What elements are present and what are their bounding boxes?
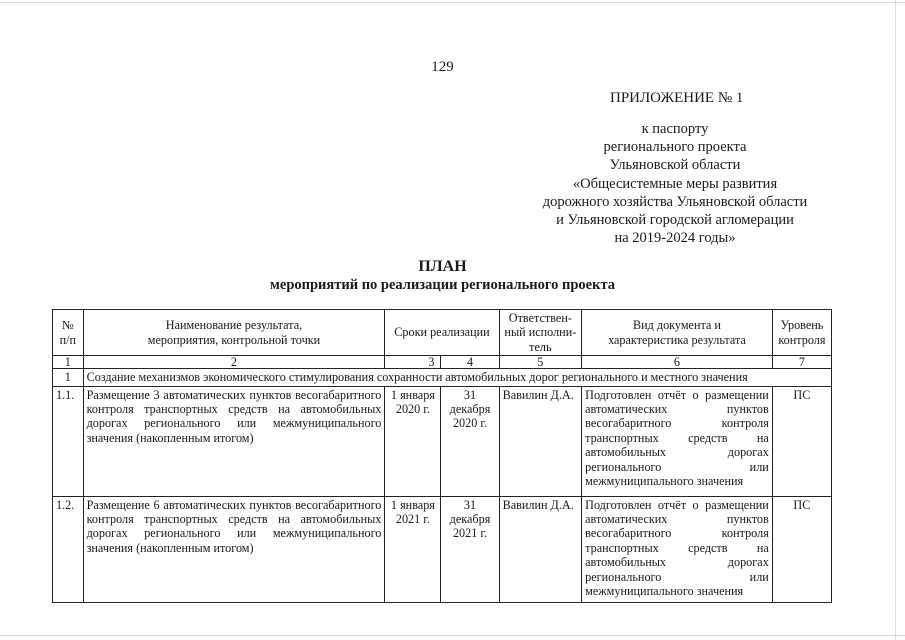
column-number: 2 (83, 356, 385, 369)
row-name: Размещение 6 автоматических пунктов весогабаритного контроля транспортных средств на автомобильных дорогах регионального или межмуниципального значения (накопленным итогом) (83, 496, 385, 602)
header-name: Наименование результата, мероприятия, контрольной точки (83, 310, 385, 356)
scan-edge-right (895, 0, 896, 640)
section-num: 1 (53, 369, 84, 386)
appendix-line: к паспорту (641, 121, 709, 137)
row-responsible: Вавилин Д.А. (499, 386, 582, 496)
row-responsible: Вавилин Д.А. (499, 496, 582, 602)
column-number: 6 (582, 356, 773, 369)
plan-table (52, 309, 832, 603)
table-row (53, 496, 832, 602)
appendix-subtitle (520, 120, 830, 247)
scan-edge-bottom (0, 635, 905, 636)
column-number-row (53, 356, 832, 369)
section-row (53, 369, 832, 386)
column-number: 5 (499, 356, 582, 369)
row-document: Подготовлен отчёт о размещении автоматических пунктов весогабаритного контроля транспортных средств на автомобильных дорогах регионального или межмуниципального значения (582, 386, 773, 496)
appendix-line: на 2019-2024 годы» (614, 230, 736, 247)
section-title: Создание механизмов экономического стимулирования сохранности автомобильных дорог регионального и местного значения (83, 369, 831, 386)
appendix-line: дорожного хозяйства Ульяновской области (542, 193, 808, 210)
header-control: Уровень контроля (772, 310, 831, 356)
row-start: 1 января 2020 г. (385, 386, 441, 496)
row-name: Размещение 3 автоматических пунктов весогабаритного контроля транспортных средств на автомобильных дорогах регионального или межмуниципального значения (накопленным итогом) (83, 386, 385, 496)
page-number: 129 (431, 59, 454, 75)
header-document: Вид документа и характеристика результата (582, 310, 773, 356)
header-num: № п/п (53, 310, 84, 356)
appendix-line: и Ульяновской городской агломерации (556, 212, 794, 229)
row-control: ПС (772, 386, 831, 496)
row-end: 31 декабря 2021 г. (441, 496, 499, 602)
scan-edge-top (0, 2, 905, 3)
plan-title: ПЛАН (418, 258, 467, 275)
column-number: 3 (385, 356, 441, 369)
column-number: 7 (772, 356, 831, 369)
column-number: 1 (53, 356, 84, 369)
row-end: 31 декабря 2020 г. (441, 386, 499, 496)
row-num: 1.2. (53, 496, 84, 602)
row-control: ПС (772, 496, 831, 602)
appendix-line: регионального проекта (603, 139, 747, 156)
row-num: 1.1. (53, 386, 84, 496)
appendix-line: «Общесистемные меры развития (572, 175, 778, 192)
header-responsible: Ответствен-ный исполни-тель (499, 310, 582, 356)
table-header-row (53, 310, 832, 356)
table-row (53, 386, 832, 496)
appendix-title: ПРИЛОЖЕНИЕ № 1 (610, 90, 744, 106)
column-number: 4 (441, 356, 499, 369)
row-document: Подготовлен отчёт о размещении автоматических пунктов весогабаритного контроля транспортных средств на автомобильных дорогах регионального или межмуниципального значения (582, 496, 773, 602)
header-terms: Сроки реализации (385, 310, 499, 356)
plan-subtitle: мероприятий по реализации регионального проекта (270, 277, 615, 293)
row-start: 1 января 2021 г. (385, 496, 441, 602)
appendix-line: Ульяновской области (609, 157, 741, 174)
